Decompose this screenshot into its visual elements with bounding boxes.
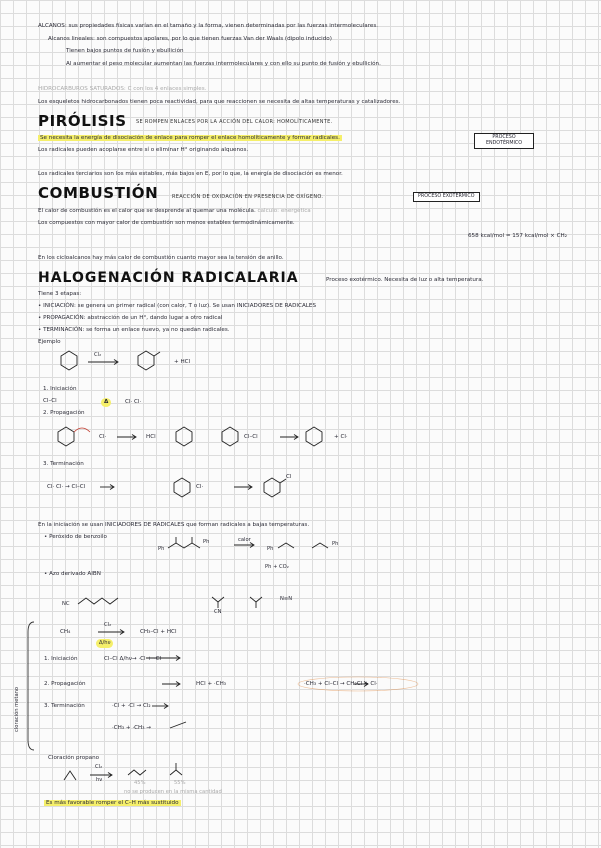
pirolisis-line-3: Los radicales terciarios son los más estables, más bajos en E, por lo que, la energía de disociación es menor.	[38, 171, 343, 177]
hidrocarburos-line-1: HIDROCARBUROS SATURADOS: C con los 4 enlaces simples.	[38, 86, 207, 92]
metano-bracket	[28, 622, 34, 750]
example-product-extra: + HCl	[174, 359, 191, 365]
delta-hv-label: Δ/hν	[96, 639, 113, 648]
step1-right: Cl· Cl·	[125, 399, 142, 405]
aibn-molecule	[78, 598, 118, 604]
alcanos-line-1: ALCANOS: sus propiedades físicas varían en el tamaño y la forma, vienen determinadas por las fuerzas intermoleculares.	[38, 23, 379, 29]
hidrocarburos-line-2: Los esqueletos hidrocarbonados tienen poca reactividad, para que reaccionen se necesita de altas temperaturas y catalizadores.	[38, 99, 401, 105]
propano-note: no se producen en la misma cantidad	[124, 789, 222, 795]
step3-product: Cl	[286, 474, 292, 480]
step3-cl: Cl·	[196, 484, 204, 490]
propano-conclusion: Es más favorable romper el C–H más sustituido	[46, 800, 179, 806]
pirolisis-title: PIRÓLISIS	[38, 112, 127, 130]
exothermic-box: PROCESO EXOTÉRMICO	[413, 192, 480, 202]
combustion-subtitle: REACCIÓN DE OXIDACIÓN EN PRESENCIA DE OXÍGENO.	[172, 194, 324, 200]
aibn-radical	[212, 597, 224, 602]
ph-left: Ph	[158, 546, 165, 552]
step2-label: 2. Propagación	[43, 410, 85, 416]
propagation-ring-2	[176, 427, 192, 446]
cl-step3-a: ·Cl + ·Cl → Cl₂	[112, 703, 151, 709]
step1-label: 1. Iniciación	[43, 386, 77, 392]
calor-label: calor	[238, 537, 251, 543]
cl-step3-b: ·CH₃ + ·CH₃ →	[112, 725, 151, 731]
combustion-title: COMBUSTIÓN	[38, 184, 159, 202]
endothermic-box: PROCESO ENDOTÉRMICO	[474, 133, 534, 149]
peroxido-label: • Peróxido de benzoilo	[44, 534, 107, 540]
cyclohexane-ring	[61, 351, 77, 370]
propano-title: Cloración propano	[48, 755, 100, 761]
chlorocyclohexane-ring	[138, 351, 154, 370]
propagation-ring-4	[306, 427, 322, 446]
propano-reagent: Cl₂	[95, 764, 103, 770]
step1-left: Cl–Cl	[43, 398, 57, 404]
step2-hcl: HCl	[146, 434, 156, 440]
halogenacion-subtitle: Proceso exotérmico. Necesita de luz o alta temperatura.	[326, 277, 484, 283]
etapa-2: • PROPAGACIÓN: abstracción de un H°, dando lugar a otro radical	[38, 315, 223, 321]
step3-eq: Cl· Cl· → Cl–Cl	[47, 484, 86, 490]
ph-co2: Ph + CO₂	[265, 564, 289, 570]
step2-clcl: Cl–Cl	[244, 434, 258, 440]
cl-step2-label: 2. Propagación	[44, 681, 86, 687]
cl-step3-label: 3. Terminación	[44, 703, 85, 709]
cl2-label: Cl₂	[104, 622, 112, 628]
combustion-line-2: Los compuestos con mayor calor de combustión son menos estables termodinámicamente.	[38, 220, 295, 226]
example-reagent: Cl₂	[94, 352, 102, 358]
aibn-cn: CN	[214, 609, 222, 615]
alcanos-line-2: Alcanos lineales: son compuestos apolares, por lo que tienen fuerzas Van der Waals (dipolo inducido)	[48, 36, 332, 42]
cl-step2-right: ·CH₃ + Cl–Cl → CH₃Cl + Cl·	[304, 681, 378, 687]
cl-step1-label: 1. Iniciación	[44, 656, 78, 662]
cloracion-side-label: cloración metano	[14, 686, 20, 732]
pct-b: 55%	[174, 780, 186, 786]
propano-cond: hν	[96, 777, 103, 783]
step2-cl: Cl·	[99, 434, 107, 440]
ph-product-2: Ph	[332, 541, 339, 547]
cl-step2-eq: HCl + ·CH₃	[196, 681, 227, 687]
aibn-label: • Azo derivado AIBN	[44, 571, 101, 577]
ph-right: Ph	[203, 539, 210, 545]
etapa-3: • TERMINACIÓN: se forma un enlace nuevo, ya no quedan radicales.	[38, 327, 230, 333]
combustion-formula: 658 kcal/mol = 157 kcal/mol × CH₂	[468, 233, 567, 239]
etapas-intro: Tiene 3 etapas:	[38, 291, 82, 297]
propagation-ring-1	[58, 427, 74, 446]
step3-label: 3. Terminación	[43, 461, 84, 467]
ch4-label: CH₄	[60, 629, 71, 635]
halogenacion-title: HALOGENACIÓN RADICALARIA	[38, 270, 299, 286]
cl-step1-eq: Cl–Cl Δ/hν→ ·Cl + ·Cl	[104, 656, 162, 662]
1-chloropropane	[128, 770, 146, 775]
pct-a: 45%	[134, 780, 146, 786]
combustion-line-3: En los cicloalcanos hay más calor de combustión cuanto mayor sea la tensión de anillo.	[38, 255, 284, 261]
ph-product-1: Ph	[267, 546, 274, 552]
pirolisis-subtitle: SE ROMPEN ENLACES POR LA ACCIÓN DEL CALOR: HOMOLÍTICAMENTE.	[136, 119, 333, 125]
termination-ring-2	[264, 478, 280, 497]
step2-cldot: + Cl·	[334, 434, 348, 440]
electron-arrow-red	[74, 428, 90, 432]
iniciadores-line-1: En la iniciación se usan INICIADORES DE RADICALES que forman radicales a bajas temperaturas.	[38, 522, 310, 528]
benzoyl-peroxide	[168, 543, 200, 548]
termination-ring-1	[174, 478, 190, 497]
aibn-n2: N≡N	[280, 596, 293, 602]
alcanos-line-4: Al aumentar el peso molecular aumentan las fuerzas intermoleculares y con ello su punto de fusión y ebullición.	[66, 61, 381, 67]
step1-delta: Δ	[101, 398, 111, 407]
combustion-line-1-dim: calculo: energética	[257, 208, 311, 214]
ejemplo-label: Ejemplo	[38, 339, 61, 345]
eq-top: CH₃–Cl + HCl	[140, 629, 177, 635]
propane	[64, 771, 76, 780]
aibn-nc: NC	[62, 601, 70, 607]
etapa-1: • INICIACIÓN: se genera un primer radical (con calor, T o luz). Se usan INICIADORES DE RADICALES	[38, 303, 316, 309]
alcanos-line-3: Tienen bajos puntos de fusión y ebullición	[66, 48, 184, 54]
combustion-line-1: El calor de combustión es el calor que se desprende al quemar una molécula.	[38, 208, 256, 214]
pirolisis-line-2: Los radicales pueden acoplarse entre sí o eliminar H° originando alquenos.	[38, 147, 249, 153]
benzoyloxy-radical	[278, 543, 294, 548]
propagation-ring-3	[222, 427, 238, 446]
2-chloropropane	[170, 770, 182, 775]
pirolisis-line-1: Se necesita la energía de disociación de enlace para romper el enlace homolíticamente y formar radicales.	[40, 135, 340, 141]
